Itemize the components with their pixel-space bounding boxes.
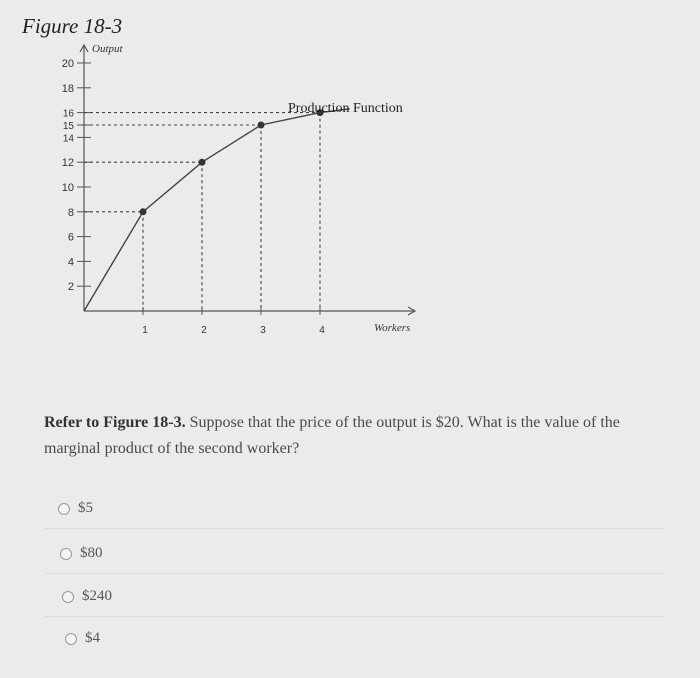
y-tick-label: 18 (61, 82, 74, 95)
data-point (140, 208, 147, 215)
radio-circle-icon[interactable] (60, 548, 72, 560)
y-tick-label: 6 (67, 231, 74, 244)
x-tick-label: 4 (319, 325, 325, 336)
x-tick-label: 1 (142, 325, 148, 336)
divider (44, 616, 664, 617)
option-3[interactable] (62, 588, 112, 605)
x-tick-label: 3 (260, 325, 266, 336)
radio-circle-icon[interactable] (65, 633, 77, 645)
y-tick-label: 15 (62, 121, 74, 132)
question-text (44, 410, 664, 462)
option-label: $4 (85, 630, 100, 646)
y-tick-label: 20 (61, 58, 74, 70)
figure-title: Figure 18-3 (22, 14, 123, 38)
option-1[interactable] (58, 500, 93, 517)
radio-circle-icon[interactable] (62, 591, 74, 603)
y-tick-label: 12 (61, 157, 74, 170)
y-tick-label: 16 (62, 108, 74, 120)
x-tick-label: 2 (201, 325, 207, 336)
y-axis-title: Output (92, 43, 123, 55)
data-point (258, 122, 265, 129)
y-tick-label: 4 (67, 256, 74, 269)
chart-guides (84, 113, 320, 311)
divider (44, 573, 664, 574)
option-label: $240 (82, 588, 112, 604)
divider (44, 528, 664, 529)
option-2[interactable] (60, 545, 103, 562)
data-point (199, 159, 206, 166)
chart-labels (62, 43, 411, 336)
chart-axes (77, 45, 415, 315)
production-function-line (84, 109, 350, 311)
option-label: $80 (80, 545, 103, 561)
y-tick-label: 10 (61, 182, 74, 194)
y-tick-label: 8 (67, 206, 74, 219)
question-lead: Refer to Figure 18-3. (44, 414, 186, 431)
option-4[interactable] (65, 630, 100, 647)
option-label: $5 (78, 500, 93, 516)
question-body: Suppose that the price of the output is $20. What is the value of the marginal product of the second worker? (44, 414, 620, 457)
y-tick-label: 2 (67, 281, 74, 294)
radio-circle-icon[interactable] (58, 503, 70, 515)
series-label: Production Function (288, 101, 403, 116)
x-axis-title: Workers (374, 322, 411, 334)
y-tick-label: 14 (62, 133, 74, 145)
chart-curve (84, 109, 350, 311)
